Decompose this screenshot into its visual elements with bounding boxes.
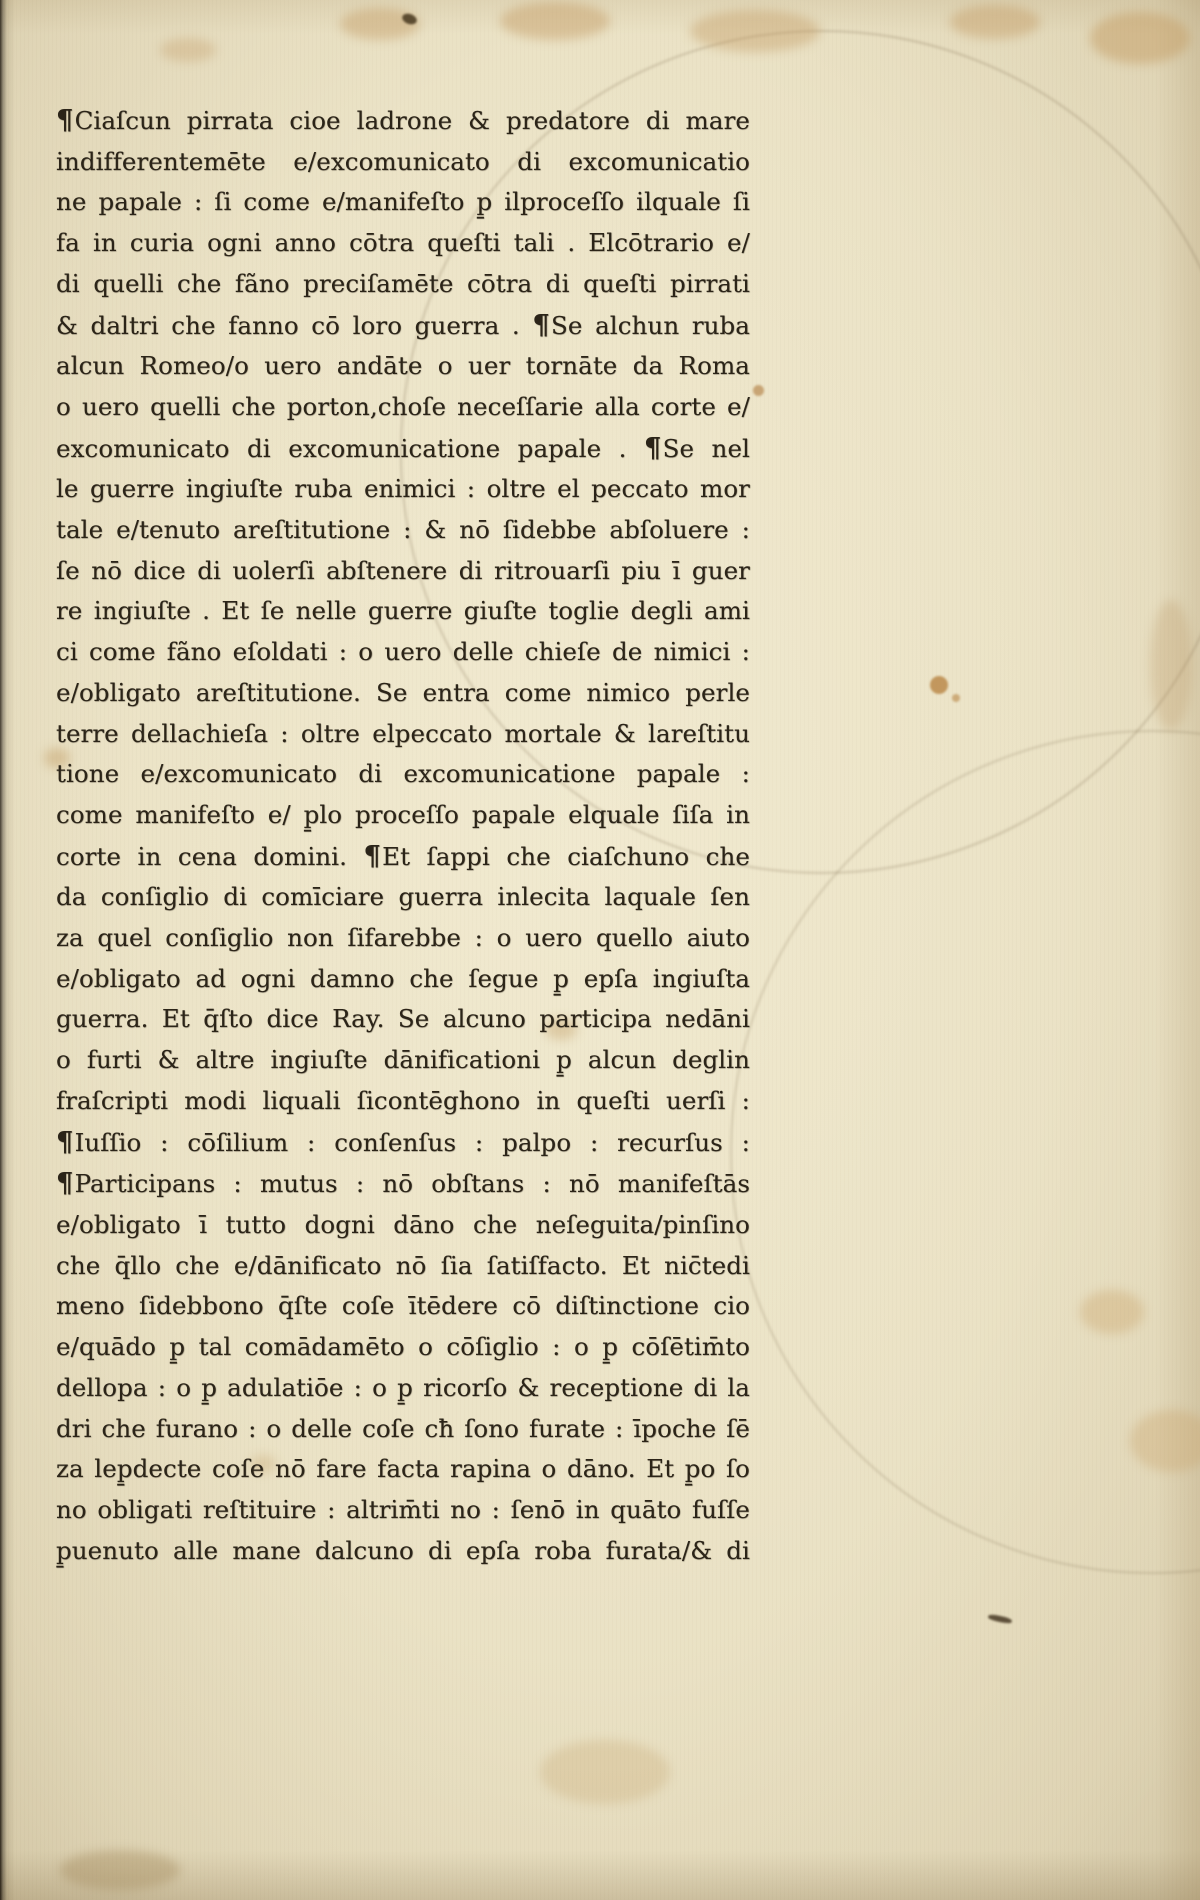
- text-line: come manifeſto e/ p̱lo proceſſo papale elquale ſiſa in: [56, 799, 750, 829]
- foxing-stain: [952, 694, 960, 702]
- text-line: indifferentemēte e/excomunicato di excomunicatio: [56, 146, 750, 176]
- foxing-stain: [1080, 1290, 1144, 1334]
- foxing-stain: [1150, 600, 1192, 730]
- text-line: e/obligato ī tutto dogni dāno che neſeguita/pinſino: [56, 1209, 750, 1239]
- foxing-stain: [950, 5, 1040, 39]
- text-line: corte in cena domini. ¶Et ſappi che ciaſchuno che: [56, 839, 750, 872]
- foxing-stain: [160, 38, 216, 62]
- text-line: terre dellachieſa : oltre elpeccato mortale & lareſtitu: [56, 718, 750, 748]
- text-block: [56, 100, 750, 1571]
- text-line: da conſiglio di comīciare guerra inlecita laquale ſen: [56, 882, 750, 912]
- pilcrow-mark: ¶: [644, 431, 662, 464]
- text-line: fraſcripti modi liquali ſicontēghono in queſti uerſi :: [56, 1085, 750, 1115]
- text-line: meno ſidebbono q̄ſte coſe ītēdere cō diſtinctione cio: [56, 1291, 750, 1321]
- text-line: o uero quelli che porton,choſe neceſſarie alla corte e/: [56, 391, 750, 421]
- text-line: e/obligato ad ogni damno che ſegue p̱ epſa ingiuſta: [56, 963, 750, 993]
- foxing-stain: [753, 385, 764, 396]
- pilcrow-mark: ¶: [363, 839, 382, 872]
- ink-speck: [988, 1614, 1013, 1625]
- text-line: excomunicato di excomunicatione papale . ¶Se nel: [56, 431, 750, 464]
- text-line: ¶Participans : mutus : nō obſtans : nō manifeſtās: [56, 1167, 750, 1200]
- text-line: di quelli che fãno preciſamēte cōtra di queſti pirrati: [56, 268, 750, 298]
- foxing-stain: [60, 1850, 180, 1890]
- text-line: tione e/excomunicato di excomunicatione papale :: [56, 759, 750, 789]
- text-line: ſe nō dice di uolerſi abſtenere di ritrouarſi piu ī guer: [56, 555, 750, 585]
- text-line: e/quādo p̱ tal comādamēto o cōſiglio : o p̱ cōſētim̄to: [56, 1332, 750, 1362]
- text-line: & daltri che fanno cō loro guerra . ¶Se alchun ruba: [56, 308, 750, 341]
- text-line: dri che furano : o delle coſe cħ ſono furate : īpoche ſē: [56, 1413, 750, 1443]
- foxing-stain: [540, 1740, 670, 1804]
- text-line: ¶Ciaſcun pirrata cioe ladrone & predatore di mare: [56, 104, 750, 136]
- text-line: za lep̱decte coſe nō fare facta rapina o dāno. Et p̱o ſo: [56, 1454, 750, 1484]
- text-line: dellopa : o p̱ adulatiōe : o p̱ ricorſo & receptione di la: [56, 1372, 750, 1402]
- text-line: le guerre ingiuſte ruba enimici : oltre el peccato mor: [56, 474, 750, 504]
- text-line: guerra. Et q̄ſto dice Ray. Se alcuno participa nedāni: [56, 1004, 750, 1034]
- text-line: p̱uenuto alle mane dalcuno di epſa roba furata/& di: [56, 1535, 750, 1565]
- foxing-stain: [500, 2, 610, 40]
- text-line: e/obligato areſtitutione. Se entra come nimico perle: [56, 677, 750, 707]
- text-line: o furti & altre ingiuſte dānificationi p̱ alcun deglin: [56, 1045, 750, 1075]
- pilcrow-mark: ¶: [56, 1125, 74, 1158]
- text-line: ci come fãno eſoldati : o uero delle chieſe de nimici :: [56, 637, 750, 667]
- text-line: ¶Iuſſio : cōſilium : conſenſus : palpo : recurſus :: [56, 1125, 750, 1158]
- foxing-stain: [930, 676, 948, 694]
- text-line: tale e/tenuto areſtitutione : & nō ſidebbe abſoluere :: [56, 515, 750, 545]
- text-line: che q̄llo che e/dānificato nō ſia ſatiſfacto. Et nic̄tedi: [56, 1250, 750, 1280]
- foxing-stain: [690, 10, 820, 52]
- pilcrow-mark: ¶: [56, 1167, 74, 1200]
- text-line: re ingiuſte . Et ſe nelle guerre giuſte toglie degli ami: [56, 596, 750, 626]
- text-line: fa in curia ogni anno cōtra queſti tali . Elcōtrario e/: [56, 228, 750, 258]
- text-line: no obligati reſtituire : altrim̄ti no : ſenō in quāto fuſſe: [56, 1494, 750, 1524]
- text-line: alcun Romeo/o uero andāte o uer tornāte da Roma: [56, 351, 750, 381]
- text-line: za quel conſiglio non ſifarebbe : o uero quello aiuto: [56, 923, 750, 953]
- text-line: ne papale : ſi come e/manifeſto p̱ ilproceſſo ilquale ſi: [56, 187, 750, 217]
- pilcrow-mark: ¶: [56, 104, 74, 136]
- pilcrow-mark: ¶: [532, 308, 550, 341]
- foxing-stain: [1090, 12, 1190, 64]
